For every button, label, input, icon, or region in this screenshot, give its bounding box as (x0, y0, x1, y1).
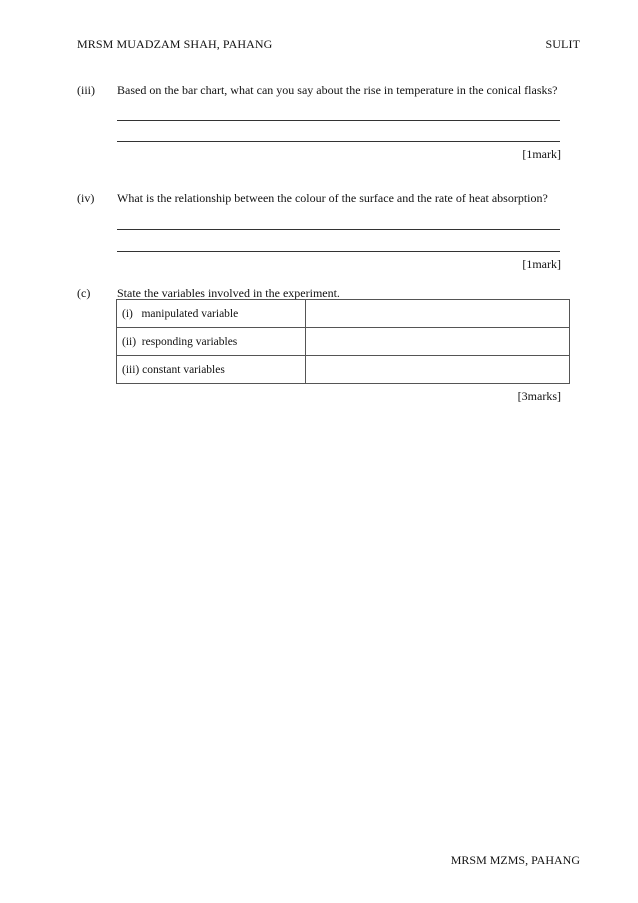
question-text-c: State the variables involved in the experiment. (117, 286, 340, 300)
table-row (117, 356, 570, 384)
answer-line[interactable] (117, 141, 560, 142)
answer-line[interactable] (117, 229, 560, 230)
answer-line[interactable] (117, 120, 560, 121)
marks-label-iii: [1mark] (522, 147, 561, 161)
variable-answer-cell[interactable] (306, 300, 570, 328)
header-classification: SULIT (545, 37, 580, 51)
table-row (117, 328, 570, 356)
answer-line[interactable] (117, 251, 560, 252)
variable-label: (i) manipulated variable (117, 300, 306, 328)
variable-label: (iii) constant variables (117, 356, 306, 384)
header-school-name: MRSM MUADZAM SHAH, PAHANG (77, 37, 273, 51)
variable-answer-cell[interactable] (306, 328, 570, 356)
table-row (117, 300, 570, 328)
footer-school: MRSM MZMS, PAHANG (450, 853, 580, 867)
question-number-iii: (iii) (77, 83, 95, 97)
variables-table (116, 299, 570, 384)
marks-label-c: [3marks] (517, 389, 561, 403)
marks-label-iv: [1mark] (522, 257, 561, 271)
question-text-iv: What is the relationship between the colour of the surface and the rate of heat absorption? (117, 191, 548, 205)
question-number-iv: (iv) (77, 191, 95, 205)
question-text-iii: Based on the bar chart, what can you say about the rise in temperature in the conical flasks? (117, 83, 558, 97)
variable-label: (ii) responding variables (117, 328, 306, 356)
variable-answer-cell[interactable] (306, 356, 570, 384)
question-number-c: (c) (77, 286, 91, 300)
